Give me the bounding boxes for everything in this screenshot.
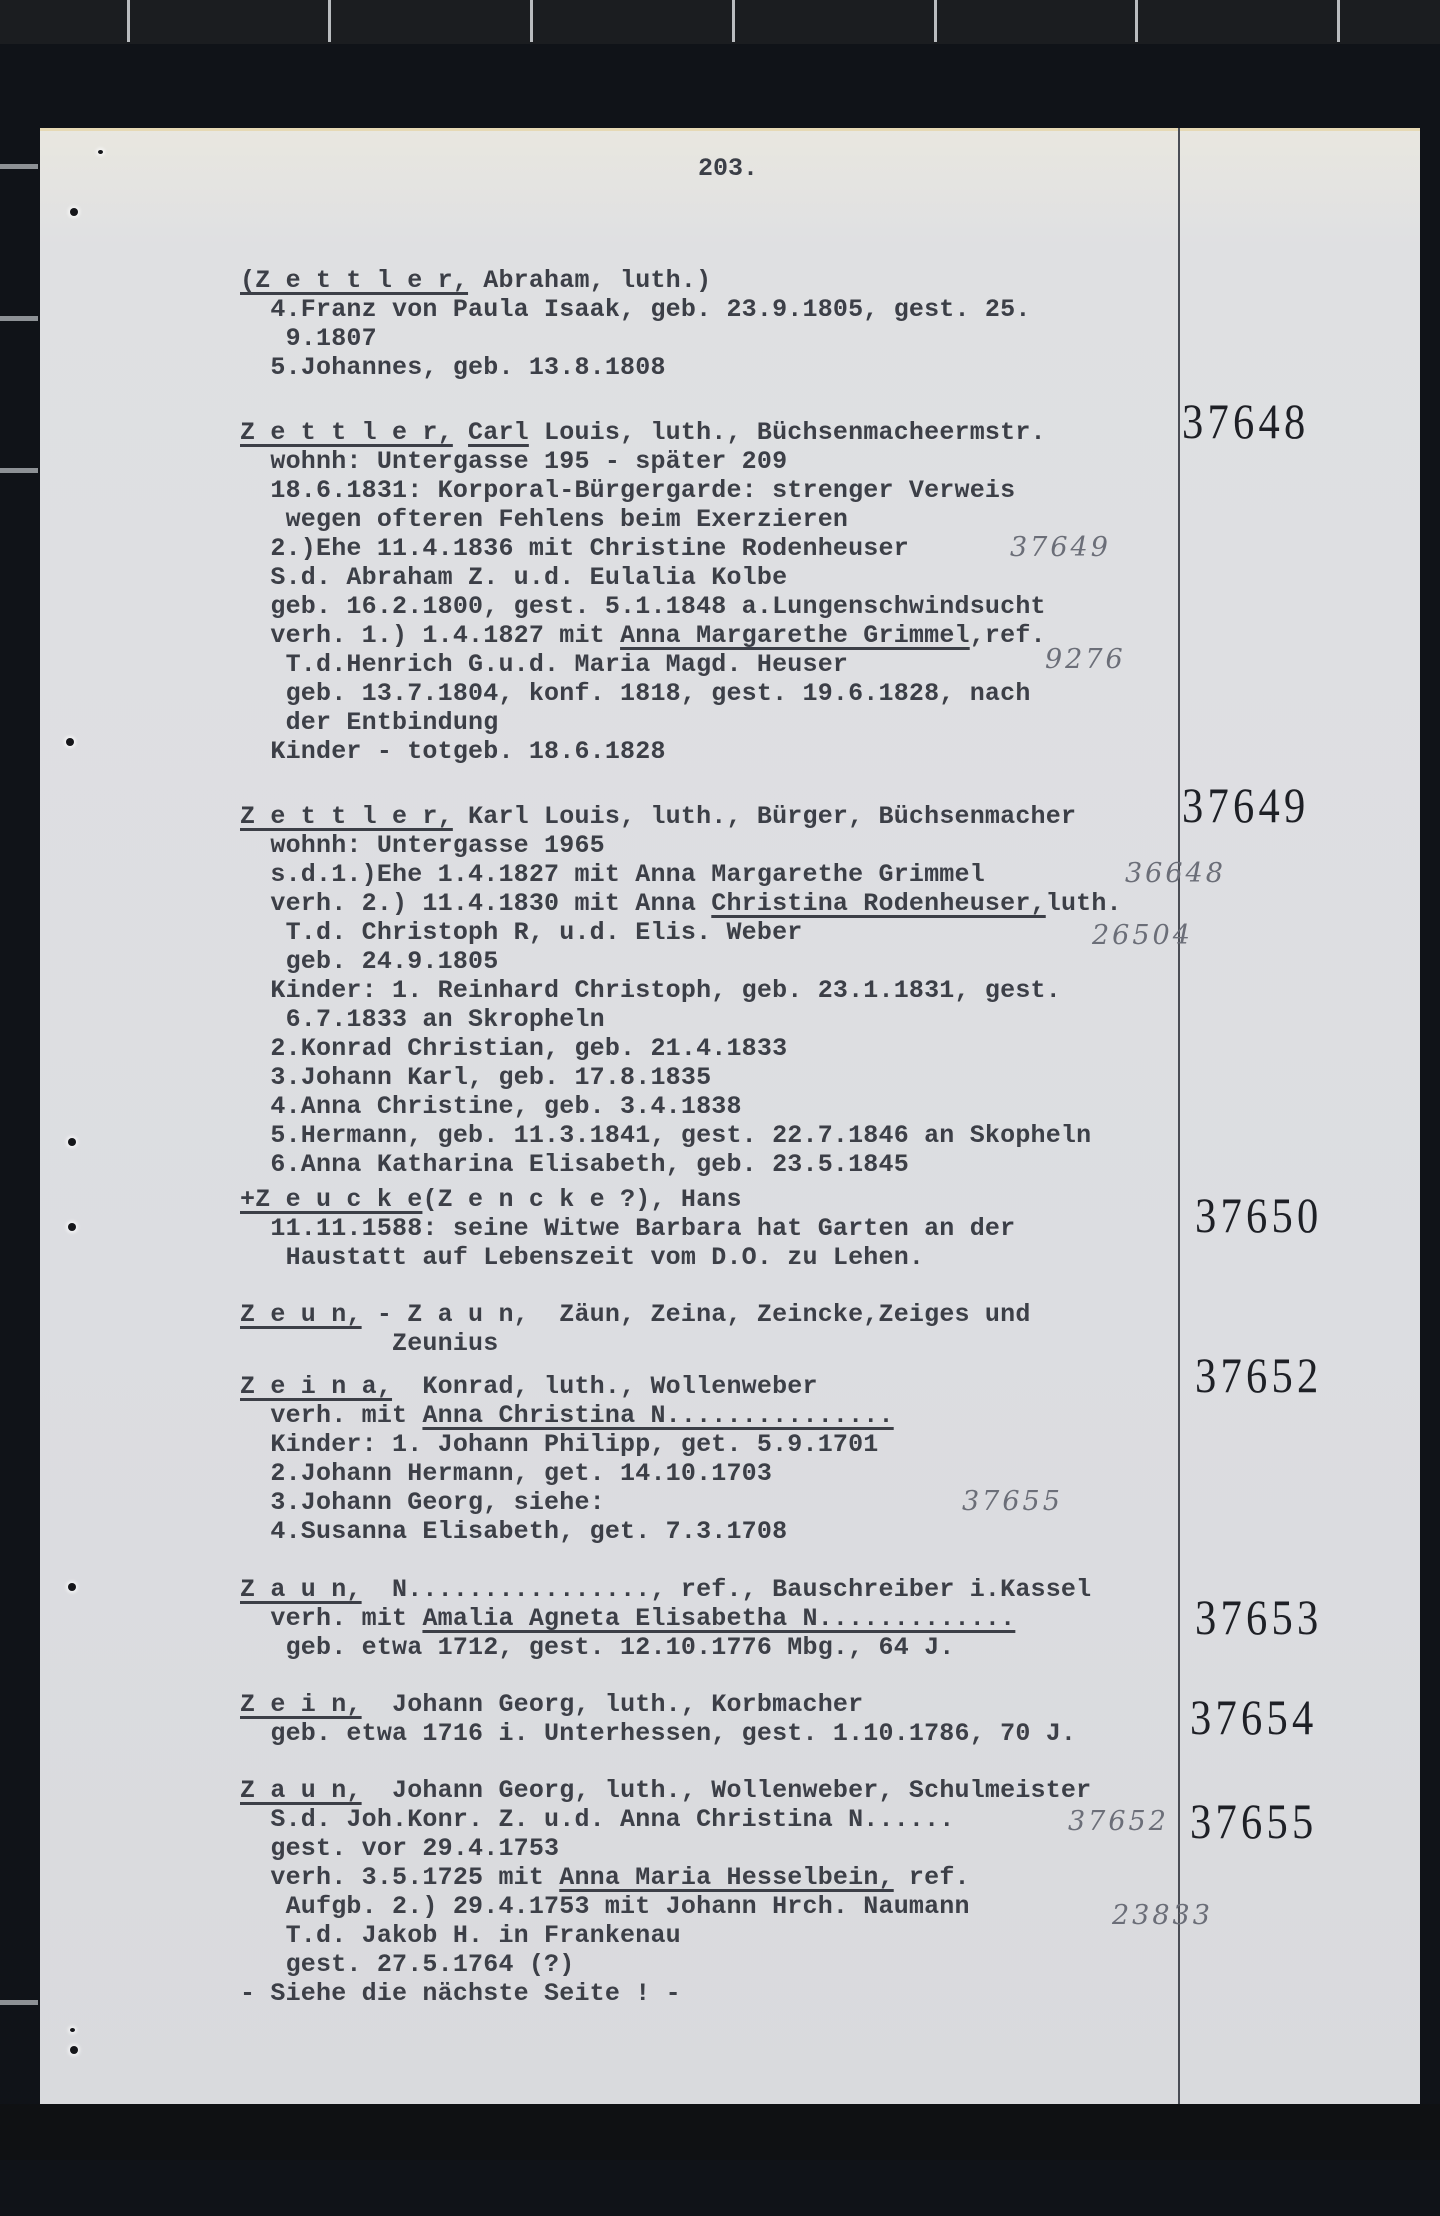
- surname: Z e u n,: [240, 1300, 362, 1329]
- entry-line: 4.Anna Christine, geb. 3.4.1838: [240, 1092, 742, 1121]
- entry-line: Kinder: 1. Reinhard Christoph, geb. 23.1.1831, gest.: [240, 976, 1061, 1005]
- entry-line: T.d. Jakob H. in Frankenau: [240, 1921, 681, 1950]
- entry-line: 6.Anna Katharina Elisabeth, geb. 23.5.1845: [240, 1150, 909, 1179]
- handwritten-annotation: 37649: [1010, 532, 1111, 563]
- entry-heading-rest: Karl Louis, luth., Bürger, Büchsenmacher: [452, 802, 1077, 831]
- verh-prefix: verh. mit: [240, 1604, 423, 1633]
- surname: Z e i n a,: [240, 1372, 393, 1401]
- surname: Z e t t l e r,: [240, 802, 453, 831]
- surname: Z e i n,: [240, 1690, 362, 1719]
- handwritten-annotation: 9276: [1045, 644, 1126, 675]
- entry-line: 9.1807: [240, 324, 377, 353]
- entry-heading: [240, 1690, 863, 1719]
- entry-line: [240, 1863, 970, 1892]
- entry-heading: [240, 418, 1046, 447]
- page-number: 203.: [698, 154, 759, 183]
- ruler-tick: [1337, 0, 1340, 42]
- handwritten-annotation: 37655: [962, 1486, 1063, 1517]
- verh-prefix: verh. mit: [240, 1401, 423, 1430]
- document-page: [40, 128, 1420, 2104]
- entry-line: 4.Susanna Elisabeth, get. 7.3.1708: [240, 1517, 788, 1546]
- side-ruler-tick: [0, 2000, 38, 2005]
- entry-line: gest. 27.5.1764 (?): [240, 1950, 575, 1979]
- entry-line: der Entbindung: [240, 708, 499, 737]
- ruler-tick: [328, 0, 331, 42]
- entry-line: wohnh: Untergasse 195 - später 209: [240, 447, 788, 476]
- entry-line: Aufgb. 2.) 29.4.1753 mit Johann Hrch. Naumann: [240, 1892, 970, 1921]
- entry-line: Kinder - totgeb. 18.6.1828: [240, 737, 666, 766]
- surname: Z e t t l e r,: [240, 418, 453, 447]
- handwritten-annotation: 36648: [1125, 858, 1226, 889]
- entry-line: Haustatt auf Lebenszeit vom D.O. zu Lehen.: [240, 1243, 925, 1272]
- entry-line: s.d.1.)Ehe 1.4.1827 mit Anna Margarethe Grimmel: [240, 860, 985, 889]
- entry-line: 3.Johann Karl, geb. 17.8.1835: [240, 1063, 712, 1092]
- entry-line: [240, 1604, 1015, 1633]
- surname: (Z e t t l e r,: [240, 266, 469, 295]
- entry-heading: [240, 1575, 1091, 1604]
- spouse-name: Anna Christina N...............: [422, 1401, 894, 1430]
- verh-suffix: ref.: [893, 1863, 970, 1892]
- entry-heading: [240, 1300, 1031, 1329]
- entry-line: wegen ofteren Fehlens beim Exerzieren: [240, 505, 849, 534]
- verh-prefix: verh. 1.) 1.4.1827 mit: [240, 621, 621, 650]
- side-ruler-tick: [0, 316, 38, 321]
- entry-heading-rest: Louis, luth., Büchsenmacheermstr.: [528, 418, 1046, 447]
- surname: Z a u n,: [240, 1776, 362, 1805]
- entry-line: 5.Johannes, geb. 13.8.1808: [240, 353, 666, 382]
- given-name: Carl: [468, 418, 529, 447]
- verh-suffix: luth.: [1045, 889, 1122, 918]
- entry-line: [240, 889, 1122, 918]
- verh-prefix: verh. 3.5.1725 mit: [240, 1863, 560, 1892]
- record-number-stamp: 37649: [1182, 777, 1310, 833]
- side-ruler-tick: [0, 468, 38, 473]
- entry-line: 5.Hermann, geb. 11.3.1841, gest. 22.7.1846 an Skopheln: [240, 1121, 1092, 1150]
- verh-prefix: verh. 2.) 11.4.1830 mit Anna: [240, 889, 712, 918]
- entry-line: gest. vor 29.4.1753: [240, 1834, 560, 1863]
- entry-line: 11.11.1588: seine Witwe Barbara hat Garten an der: [240, 1214, 1016, 1243]
- entry-heading-rest: N................, ref., Bauschreiber i.Kassel: [361, 1575, 1092, 1604]
- entry-heading: [240, 1372, 818, 1401]
- entry-line: [240, 621, 1046, 650]
- record-number-stamp: 37652: [1195, 1347, 1323, 1403]
- entry-line: geb. etwa 1716 i. Unterhessen, gest. 1.10.1786, 70 J.: [240, 1719, 1077, 1748]
- record-number-stamp: 37655: [1190, 1793, 1318, 1849]
- handwritten-annotation: 26504: [1092, 920, 1193, 951]
- entry-line: 2.Johann Hermann, get. 14.10.1703: [240, 1459, 773, 1488]
- entry-line: 6.7.1833 an Skropheln: [240, 1005, 605, 1034]
- spouse-name: Anna Maria Hesselbein,: [559, 1863, 894, 1892]
- entry-line: 18.6.1831: Korporal-Bürgergarde: strenger Verweis: [240, 476, 1016, 505]
- record-number-stamp: 37653: [1195, 1589, 1323, 1645]
- record-number-stamp: 37654: [1190, 1689, 1318, 1745]
- spouse-name: Christina Rodenheuser,: [711, 889, 1046, 918]
- entry-line: 4.Franz von Paula Isaak, geb. 23.9.1805, gest. 25.: [240, 295, 1031, 324]
- handwritten-annotation: 23833: [1112, 1900, 1213, 1931]
- continuation-note: - Siehe die nächste Seite ! -: [240, 1979, 681, 2008]
- ruler-tick: [1135, 0, 1138, 42]
- verh-suffix: ,ref.: [969, 621, 1046, 650]
- entry-line: [240, 1401, 894, 1430]
- entry-heading-rest: Johann Georg, luth., Korbmacher: [361, 1690, 864, 1719]
- surname: Z a u n,: [240, 1575, 362, 1604]
- record-number-stamp: 37648: [1182, 393, 1310, 449]
- surname: +Z e u c k e: [240, 1185, 423, 1214]
- entry-heading-rest: - Z a u n, Zäun, Zeina, Zeincke,Zeiges und: [361, 1300, 1031, 1329]
- entry-line: Zeunius: [240, 1329, 499, 1358]
- entry-line: wohnh: Untergasse 1965: [240, 831, 605, 860]
- entry-line: S.d. Abraham Z. u.d. Eulalia Kolbe: [240, 563, 788, 592]
- ruler-tick: [127, 0, 130, 42]
- spouse-name: Amalia Agneta Elisabetha N.............: [422, 1604, 1016, 1633]
- entry-line: T.d. Christoph R, u.d. Elis. Weber: [240, 918, 803, 947]
- entry-heading-rest: Konrad, luth., Wollenweber: [392, 1372, 818, 1401]
- entry-line: 2.Konrad Christian, geb. 21.4.1833: [240, 1034, 788, 1063]
- entry-heading-rest: (Z e n c k e ?), Hans: [422, 1185, 742, 1214]
- entry-line: geb. etwa 1712, gest. 12.10.1776 Mbg., 64 J.: [240, 1633, 955, 1662]
- record-number-stamp: 37650: [1195, 1187, 1323, 1243]
- entry-line: geb. 13.7.1804, konf. 1818, gest. 19.6.1828, nach: [240, 679, 1031, 708]
- entry-heading: [240, 1776, 1091, 1805]
- entry-heading-rest: Abraham, luth.): [468, 266, 712, 295]
- entry-line: geb. 24.9.1805: [240, 947, 499, 976]
- entry-heading: [240, 266, 711, 295]
- entry-line: S.d. Joh.Konr. Z. u.d. Anna Christina N......: [240, 1805, 955, 1834]
- ruler-tick: [530, 0, 533, 42]
- entry-line: Kinder: 1. Johann Philipp, get. 5.9.1701: [240, 1430, 879, 1459]
- entry-line: 3.Johann Georg, siehe:: [240, 1488, 605, 1517]
- entry-line: geb. 16.2.1800, gest. 5.1.1848 a.Lungenschwindsucht: [240, 592, 1046, 621]
- entry-heading: [240, 1185, 742, 1214]
- ruler-tick: [732, 0, 735, 42]
- margin-rule: [1178, 128, 1180, 2104]
- handwritten-annotation: 37652: [1068, 1806, 1169, 1837]
- spouse-name: Anna Margarethe Grimmel: [620, 621, 970, 650]
- entry-line: T.d.Henrich G.u.d. Maria Magd. Heuser: [240, 650, 849, 679]
- entry-heading-rest: Johann Georg, luth., Wollenweber, Schulmeister: [361, 1776, 1092, 1805]
- scanner-ruler-band: [0, 0, 1440, 44]
- side-ruler-tick: [0, 164, 38, 169]
- scanner-bed-bottom: [0, 2104, 1440, 2160]
- ruler-tick: [934, 0, 937, 42]
- entry-heading: [240, 802, 1076, 831]
- entry-line: 2.)Ehe 11.4.1836 mit Christine Rodenheuser: [240, 534, 909, 563]
